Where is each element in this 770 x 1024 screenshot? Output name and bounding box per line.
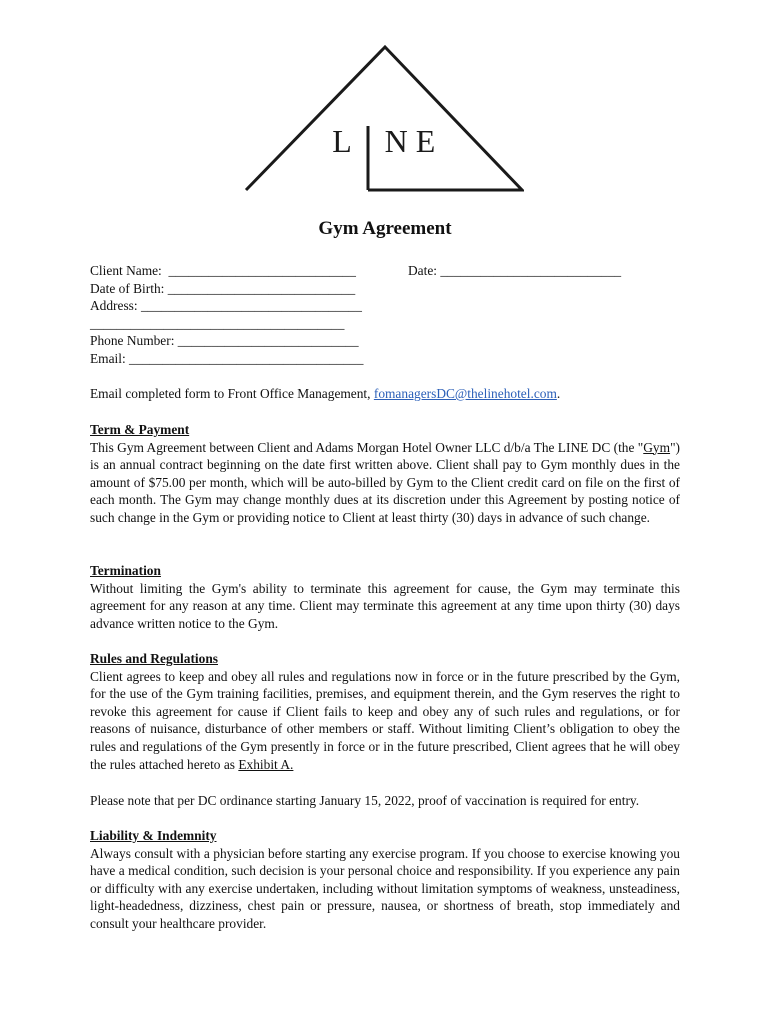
client-info-fields xyxy=(90,262,363,368)
logo-letters-ne: N E xyxy=(384,123,436,159)
date-field[interactable]: Date: ___________________________ xyxy=(408,263,622,278)
term-payment-section xyxy=(90,421,680,527)
rules-heading: Rules and Regulations xyxy=(90,651,218,666)
email-instruction: Email completed form to Front Office Management, fomanagersDC@thelinehotel.com. xyxy=(90,386,561,401)
line-hotel-logo xyxy=(244,44,524,194)
exhibit-a-link[interactable]: Exhibit A. xyxy=(238,756,294,772)
date-of-birth-field[interactable]: Date of Birth: ____________________________ xyxy=(90,280,356,296)
termination-heading: Termination xyxy=(90,563,161,578)
rules-body: Client agrees to keep and obey all rules and regulations now in force or in the future prescribed by the Gym, for the use of the Gym training facilities, premises, and equipment therein, and the Gym reserves the right to revoke this agreement for cause if Client fails to keep and obey any of such rules and regulations, or for reasons of nuisance, disturbance of other members or staff. Without limiting Client’s obligation to obey the rules and regulations of the Gym presently in force or in the future prescribed, Client agrees that he will obey the rules attached hereto as Exhibit A. xyxy=(90,668,680,772)
address-field[interactable]: Address: _________________________________ xyxy=(90,298,362,314)
termination-body: Without limiting the Gym's ability to terminate this agreement for cause, the Gym may terminate this agreement for any reason at any time. Client may terminate this agreement at any time upon thirty (30) days advance written notice to the Gym. xyxy=(90,580,680,631)
client-name-field[interactable]: Client Name: ____________________________ xyxy=(90,263,356,278)
vaccination-note: Please note that per DC ordinance starting January 15, 2022, proof of vaccination is required for entry. xyxy=(90,793,640,808)
email-link[interactable]: fomanagersDC@thelinehotel.com xyxy=(373,386,557,401)
liability-section xyxy=(90,827,680,933)
liability-body: Always consult with a physician before starting any exercise program. If you choose to exercise knowing you have a medical condition, such decision is your personal choice and responsibility. If you experience any pain or difficulty with any exercise undertaken, including without limitation symptoms of weakness, unsteadiness, light-headedness, dizziness, chest pain or pressure, nausea, or shortness of breath, stop immediately and consult your healthcare provider. xyxy=(90,845,680,931)
term-payment-body: This Gym Agreement between Client and Adams Morgan Hotel Owner LLC d/b/a The LINE DC (the "Gym") is an annual contract beginning on the date first written above. Client shall pay to Gym monthly dues in the amount of $75.00 per month, which will be auto-billed by Gym to the Client credit card on file on the first of each month. The Gym may change monthly dues at its discretion under this Agreement by posting notice of such change in the Gym or providing notice to Client at least thirty (30) days in advance of such change. xyxy=(90,439,680,525)
page-title: Gym Agreement xyxy=(318,218,452,239)
rules-section xyxy=(90,650,680,773)
term-payment-heading: Term & Payment xyxy=(90,422,190,437)
email-field[interactable]: Email: ___________________________________ xyxy=(90,350,364,366)
termination-section xyxy=(90,562,680,632)
phone-number-field[interactable]: Phone Number: ___________________________ xyxy=(90,333,359,349)
logo-letter-l: L xyxy=(332,123,352,159)
address-line2-field[interactable]: ______________________________________ xyxy=(90,315,345,331)
gym-term: Gym xyxy=(643,439,671,455)
liability-heading: Liability & Indemnity xyxy=(90,828,217,843)
